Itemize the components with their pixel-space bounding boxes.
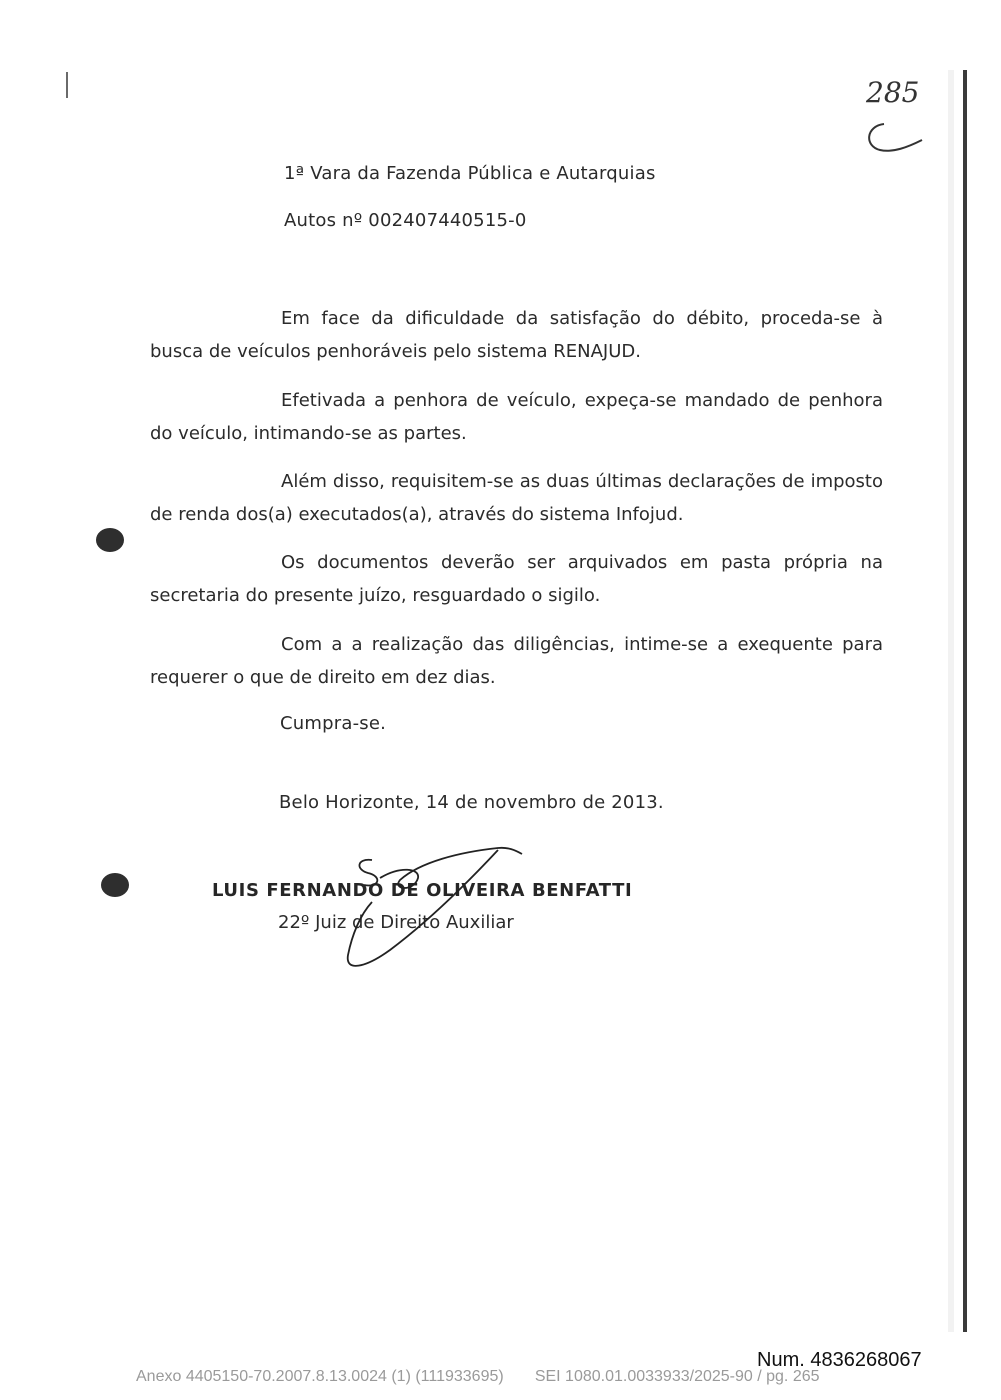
signer-role: 22º Juiz de Direito Auxiliar — [278, 912, 514, 933]
footer-document-number: Num. 4836268067 — [757, 1349, 922, 1371]
signer-name: LUIS FERNANDO DE OLIVEIRA BENFATTI — [212, 880, 633, 901]
paragraph-5: Com a a realização das diligências, intime-se a exequente para requerer o que de direito em dez dias. — [150, 634, 883, 688]
place-date: Belo Horizonte, 14 de novembro de 2013. — [279, 792, 664, 813]
paragraph-4: Os documentos deverão ser arquivados em pasta própria na secretaria do presente juízo, resguardado o sigilo. — [150, 552, 883, 606]
paragraph-1: Em face da dificuldade da satisfação do débito, proceda-se à busca de veículos penhoráveis pelo sistema RENAJUD. — [150, 308, 883, 362]
paragraph-2: Efetivada a penhora de veículo, expeça-se mandado de penhora do veículo, intimando-se as partes. — [150, 390, 883, 444]
handwritten-page-number: 285 — [866, 76, 920, 109]
footer-reference: Anexo 4405150-70.2007.8.13.0024 (1) (111933695) SEI 1080.01.0033933/2025-90 / pg. 265 — [136, 1368, 820, 1385]
closing-text: Cumpra-se. — [280, 713, 387, 734]
court-name: 1ª Vara da Fazenda Pública e Autarquias — [284, 163, 656, 184]
paragraph-3: Além disso, requisitem-se as duas últimas declarações de imposto de renda dos(a) executados(a), através do sistema Infojud. — [150, 471, 883, 525]
case-number: Autos nº 002407440515-0 — [284, 210, 527, 231]
